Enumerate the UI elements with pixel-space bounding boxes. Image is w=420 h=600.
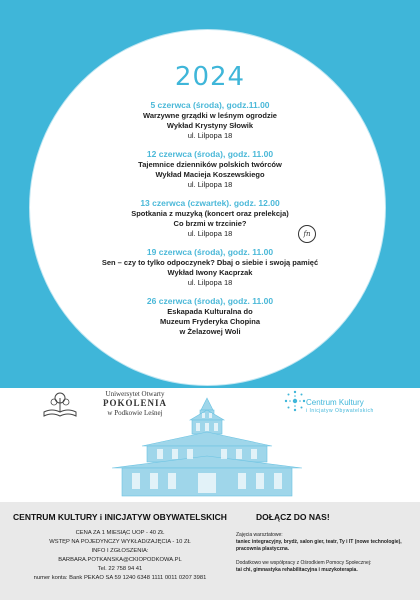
book-tree-icon xyxy=(42,390,78,420)
event-subtitle: Muzeum Fryderyka Chopina xyxy=(159,317,261,326)
footer-right-info xyxy=(236,532,411,574)
event-title: Sen – czy to tylko odpoczynek? Dbaj o siebie i swoją pamięć xyxy=(101,258,319,267)
year-heading: 2024 xyxy=(174,62,246,92)
event-date: 5 czerwca (środa), godz.11.00 xyxy=(150,100,270,110)
contact-email: BARBARA.POTKANSKA@CKIOPODKOWA.PL xyxy=(58,557,182,563)
event-subtitle: Wykład Krystyny Słowik xyxy=(166,121,254,130)
ck-subtitle: i Inicjatyw Obywatelskich xyxy=(306,408,374,414)
building-illustration xyxy=(112,396,302,500)
price-monthly: CENA ZA 1 MIESIĄC UOP - 40 ZŁ xyxy=(75,530,165,536)
footer-right-title: DOŁĄCZ DO NAS! xyxy=(256,512,330,522)
footer-left-title: CENTRUM KULTURY i INICJATYW OBYWATELSKICH xyxy=(13,512,227,522)
event-item xyxy=(100,198,320,239)
fn-badge-icon: fn xyxy=(298,225,316,243)
event-title: Eskapada Kulturalna do xyxy=(167,307,253,316)
event-subtitle-2: w Żelazowej Woli xyxy=(179,327,241,336)
uo-brand: POKOLENIA xyxy=(102,398,167,408)
event-date: 13 czerwca (czwartek). godz. 12.00 xyxy=(140,198,280,208)
event-item xyxy=(100,247,320,288)
event-date: 19 czerwca (środa), godz. 11.00 xyxy=(146,247,274,257)
partner-list: tai chi, gimnastyka rehabilitacyjna i muzykoterapia. xyxy=(236,567,358,573)
event-location: ul. Lilpopa 18 xyxy=(187,229,233,238)
partner-title: Dodatkowo we współpracy z Ośrodkiem Pomocy Społecznej: xyxy=(236,560,372,566)
bank-account: numer konta: Bank PEKAO SA 59 1240 6348 1111 0011 0207 3981 xyxy=(33,575,207,581)
event-title: Spotkania z muzyką (koncert oraz prelekcja) xyxy=(131,209,289,218)
event-list xyxy=(100,100,320,345)
event-subtitle: Wykład Iwony Kacprzak xyxy=(167,268,253,277)
event-date: 12 czerwca (środa), godz. 11.00 xyxy=(146,149,274,159)
contact-phone: Tel. 22 758 94 41 xyxy=(97,566,143,572)
workshops-list: taniec integracyjny, brydż, salon gier, teatr, Ty i IT (nowe technologie), pracownia plastyczna. xyxy=(236,539,402,552)
uo-name: Uniwersytet Otwarty xyxy=(105,390,165,398)
event-date: 26 czerwca (środa), godz. 11.00 xyxy=(146,296,274,306)
event-title: Warzywne grządki w leśnym ogrodzie xyxy=(143,111,277,120)
price-single: WSTĘP NA POJEDYNCZY WYKŁAD/ZAJĘCIA - 10 ZŁ xyxy=(49,539,191,545)
uo-place: w Podkowie Leśnej xyxy=(107,409,163,417)
starburst-icon xyxy=(282,388,308,414)
event-location: ul. Lilpopa 18 xyxy=(187,278,233,287)
event-item xyxy=(100,149,320,190)
event-item xyxy=(100,296,320,337)
event-item xyxy=(100,100,320,141)
event-subtitle: Wykład Macieja Koszewskiego xyxy=(155,170,265,179)
centrum-logo-text xyxy=(306,398,406,415)
ck-name: Centrum Kultury xyxy=(306,398,364,407)
event-subtitle: Co brzmi w trzcinie? xyxy=(173,219,247,228)
event-location: ul. Lilpopa 18 xyxy=(187,131,233,140)
workshops-title: Zajęcia warsztatowe: xyxy=(236,532,283,538)
info-label: INFO I ZGŁOSZENIA: xyxy=(91,548,149,554)
event-title: Tajemnice dzienników polskich twórców xyxy=(138,160,282,169)
event-location: ul. Lilpopa 18 xyxy=(187,180,233,189)
footer-left-info xyxy=(10,529,230,583)
